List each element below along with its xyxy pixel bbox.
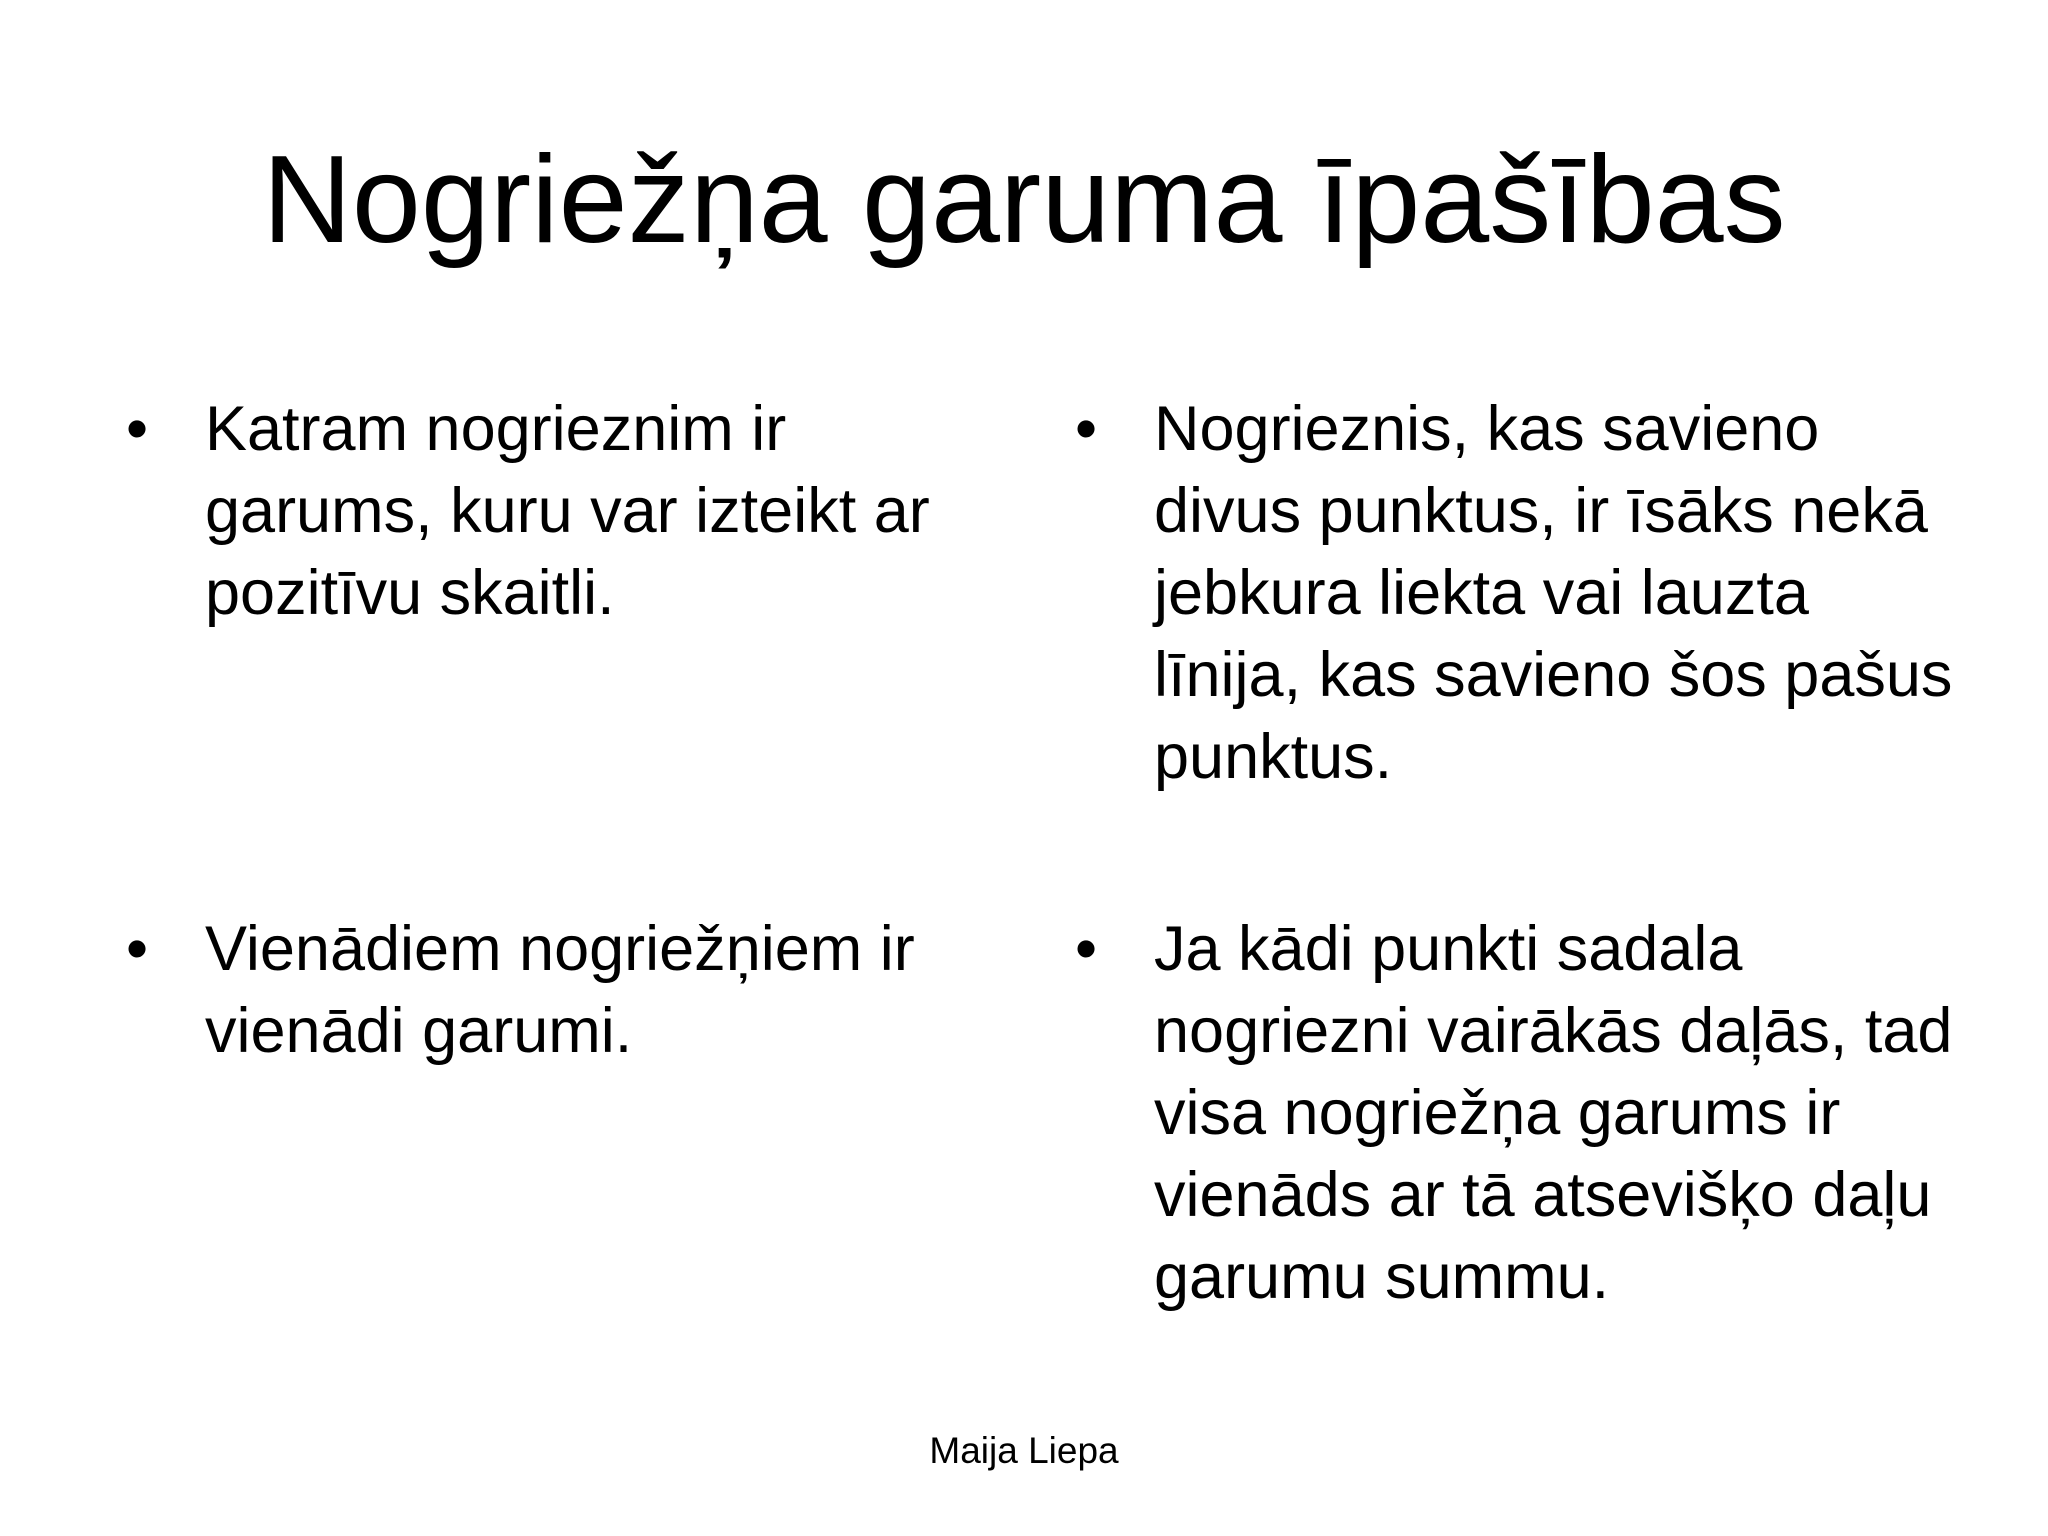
bullet-icon: •: [1075, 914, 1098, 984]
bullet-icon: •: [1075, 394, 1098, 464]
bullet-item: [1075, 908, 1955, 1318]
slide-title: Nogriežņa garuma īpašības: [262, 131, 1786, 269]
bullet-text: Vienādiem nogriežņiem ir vienādi garumi.: [205, 914, 915, 1066]
bullet-item: [126, 908, 1026, 1072]
bullet-icon: •: [126, 914, 149, 984]
bullet-text: Katram nogrieznim ir garums, kuru var izteikt ar pozitīvu skaitli.: [205, 394, 930, 628]
right-bullet-column: [1075, 388, 1955, 1318]
left-bullet-column: [126, 388, 1026, 1072]
footer-author: Maija Liepa: [929, 1430, 1119, 1471]
bullet-item: [1075, 388, 1955, 908]
bullet-text: Ja kādi punkti sadala nogriezni vairākās daļās, tad visa nogriežņa garums ir vienāds ar tā atsevišķo daļu garumu summu.: [1154, 914, 1953, 1312]
bullet-icon: •: [126, 394, 149, 464]
bullet-item: [126, 388, 1026, 908]
bullet-text: Nogrieznis, kas savieno divus punktus, ir īsāks nekā jebkura liekta vai lauzta līnija, kas savieno šos pašus punktus.: [1154, 394, 1953, 792]
